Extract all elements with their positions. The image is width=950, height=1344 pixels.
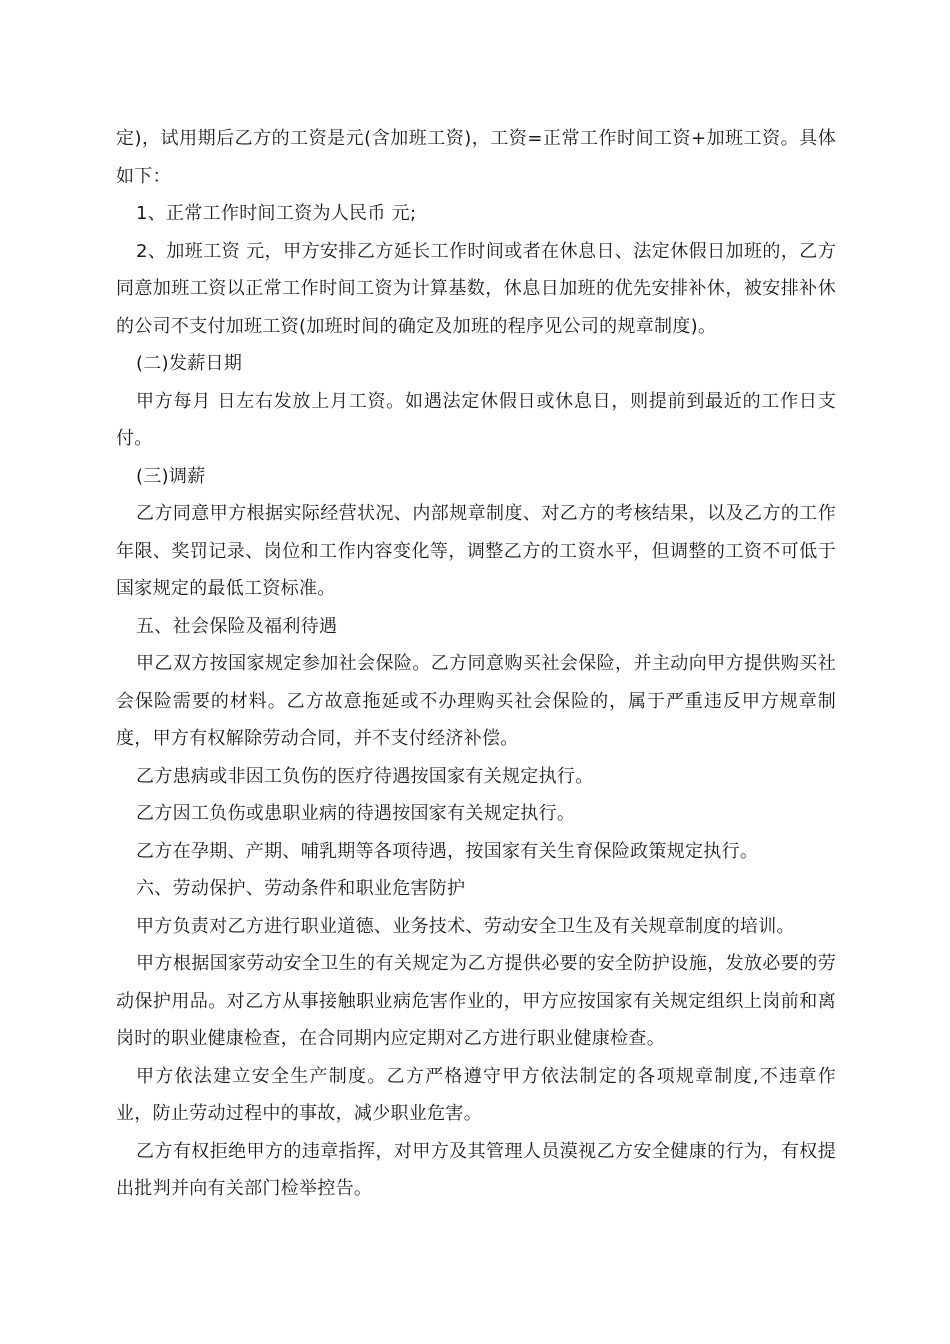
paragraph-14: 甲方负责对乙方进行职业道德、业务技术、劳动安全卫生及有关规章制度的培训。 (136, 915, 795, 937)
paragraph-1: 定)，试用期后乙方的工资是元(含加班工资)，工资=正常工作时间工资+加班工资。具体如下： (116, 128, 836, 187)
section-heading-labor-protection: 六、劳动保护、劳动条件和职业危害防护 (136, 878, 466, 899)
paragraph-12: 乙方在孕期、产期、哺乳期等各项待遇，按国家有关生育保险政策规定执行。 (136, 840, 759, 862)
paragraph-9: 甲乙双方按国家规定参加社会保险。乙方同意购买社会保险，并主动向甲方提供购买社会保险需要的材料。乙方故意拖延或不办理购买社会保险的，属于严重违反甲方规章制度，甲方有权解除劳动合同，并不支付经济补偿。 (116, 653, 836, 749)
paragraph-16: 甲方依法建立安全生产制度。乙方严格遵守甲方依法制定的各项规章制度,不违章作业，防止劳动过程中的事故，减少职业危害。 (116, 1065, 836, 1124)
paragraph-2: 1、正常工作时间工资为人民币 元; (136, 203, 417, 224)
document-body (116, 120, 836, 1208)
paragraph-17: 乙方有权拒绝甲方的违章指挥，对甲方及其管理人员漠视乙方安全健康的行为，有权提出批判并向有关部门检举控告。 (116, 1140, 836, 1199)
paragraph-10: 乙方患病或非因工负伤的医疗待遇按国家有关规定执行。 (136, 765, 594, 787)
paragraph-3: 2、加班工资 元，甲方安排乙方延长工作时间或者在休息日、法定休假日加班的，乙方同意加班工资以正常工作时间工资为计算基数，休息日加班的优先安排补休，被安排补休的公司不支付加班工资(加班时间的确定及加班的程序见公司的规章制度)。 (116, 240, 836, 337)
paragraph-5: 甲方每月 日左右发放上月工资。如遇法定休假日或休息日，则提前到最近的工作日支付。 (116, 390, 836, 449)
paragraph-15: 甲方根据国家劳动安全卫生的有关规定为乙方提供必要的安全防护设施，发放必要的劳动保护用品。对乙方从事接触职业病危害作业的，甲方应按国家有关规定组织上岗前和离岗时的职业健康检查，在合同期内应定期对乙方进行职业健康检查。 (116, 953, 836, 1049)
section-heading-salary-adjustment: (三)调薪 (136, 465, 206, 487)
paragraph-11: 乙方因工负伤或患职业病的待遇按国家有关规定执行。 (136, 803, 576, 824)
section-heading-social-insurance: 五、社会保险及福利待遇 (136, 615, 338, 637)
paragraph-7: 乙方同意甲方根据实际经营状况、内部规章制度、对乙方的考核结果，以及乙方的工作年限、奖罚记录、岗位和工作内容变化等，调整乙方的工资水平，但调整的工资不可低于国家规定的最低工资标准。 (116, 503, 836, 599)
section-heading-pay-date: (二)发薪日期 (136, 353, 243, 374)
